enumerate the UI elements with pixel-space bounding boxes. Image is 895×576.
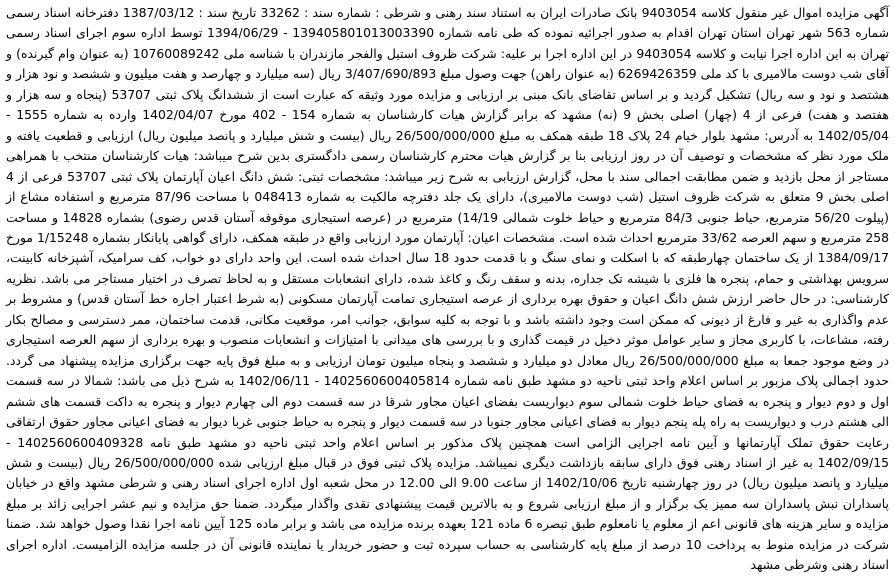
- auction-notice-text: آگهی مزایده اموال غیر منقول کلاسه 9403054 بانک صادرات ایران به استناد سند رهنی و شرطی : شماره سند : 33262 تاریخ سند : 1387/03/12 دفترخانه اسناد رسمی شماره 563 شهر تهران استان تهران اقدام به صدور اجرائیه نموده که طی نامه شماره 139405801013003390 - 1394/06/29 توسط اداره سوم اجرای اسناد رسمی تهران به این اداره اجرا نیابت و کلاسه 9403054 در این اداره اجرا بر علیه: شرکت ظروف استیل والفجر مازندران با شناسه ملی 10760089242 (به عنوان وام گیرنده) و آقای شب دوست مالامیری با کد ملی 6269426359 (به عنوان راهن) جهت وصول مبلغ 3/407/690/893 ریال (سه میلیارد و چهارصد و هفت میلیون و ششصد و نود هزار و هشتصد و نود و سه ریال) تشکیل گردید و بر اساس تقاضای بانک مبنی بر ارزیابی و مزایده مورد وثیقه که عبارت است از ششدانگ پلاک ثبتی 53707 (پنجاه و سه هزار و هفتصد و هفت) فرعی از 4 (چهار) اصلی بخش 9 (نه) مشهد که برابر گزارش هیات کارشناسان به شماره 154 - 402 مورخ 1402/04/07 وارده به شماره 1555 - 1402/05/04 به آدرس: مشهد بلوار خیام 24 پلاک 18 طبقه همکف به مبلغ 26/500/000/000 ریال (بیست و شش میلیارد و پانصد میلیون ریال) ارزیابی و قطعیت یافته و ملک مورد نظر که مشخصات و توصیف آن در روز ارزیابی بنا بر گزارش هیات محترم کارشناسان رسمی دادگستری بدین شرح میباشد: هیات کارشناسان منتخب با همراهی مستاجر از محل بازدید و ضمن مطابقت اجمالی سند با محل، گزارش ارزیابی به شرح زیر میباشد: مشخصات ثبتی: شش دانگ اعیان آپارتمان پلاک ثبتی 53707 فرعی از 4 اصلی بخش 9 متعلق به شرکت ظروف استیل (شب دوست مالامیری)، دارای یک جلد دفترچه مالکیت به شماره 048413 با مساحت 87/96 مترمربع و استفاده مشاع از (پیلوت 56/20 مترمربع، حیاط جنوبی 84/3 مترمربع و حیاط خلوت شمالی 14/19) مترمربع در (عرصه استیجاری موقوفه آستان قدس رضوی) بشماره 14828 و مساحت 258 مترمربع و سهم العرصه 33/62 مترمربع احداث شده است. مشخصات اعیان: آپارتمان مورد ارزیابی واقع در طبقه همکف، دارای گواهی پایانکار بشماره 1/15248 مورخ 1384/09/17 از یک ساختمان چهارطبقه که با اسکلت و نمای سنگ و با قدمت حدود 18 سال احداث شده است. این واحد دارای دو خواب، کف سرامیک، آشپزخانه کابینت، سرویس بهداشتی و حمام، پنجره ها فلزی با شیشه تک جداره، بدنه و سقف رنگ و کاغذ شده، دارای انشعابات مستقل و به لحاظ تصرف در اختیار مستاجر می باشد. نظریه کارشناسی: در حال حاضر ارزش شش دانگ اعیان و حقوق بهره برداری از عرصه استیجاری تمامت آپارتمان مسکونی (به شرط اعتبار اجاره خط آستان قدس) و مشروط بر عدم واگذاری به غیر و فارغ از دیونی که ممکن است وجود داشته باشد و با توجه به کلیه سوابق، جوانب امر، موقعیت مکانی، قدمت ساختمان، ممر دسترسی و مصالح بکار رفته، مشاعات، با کاربری مجاز و سایر عوامل موثر دخیل در قیمت گذاری و با بررسی های میدانی با امتیازات و انشعابات منصوب و بهره برداری از سهم العرصه استیجاری در وضع موجود جمعا به مبلغ 26/500/000/000 ریال معادل دو میلیارد و ششصد و پنجاه میلیون تومان ارزیابی و به مبلغ فوق پایه جهت برگزاری مزایده پیشنهاد می گردد. حدود اجمالی پلاک مزبور بر اساس اعلام واحد ثبتی ناحیه دو مشهد طبق نامه شماره 1402560600405814 - 1402/06/11 به شرح ذیل می باشد: شمالا در سه قسمت اول و دوم دیوار و پنجره به فضای حیاط خلوت شمالی سوم دیواریست بفضای اعیان مجاور شرقا در سه قسمت دوم الی چهارم دیوار و پنجره به داکت قسمت های ششم الی هشتم درب و دیواریست به راه پله پنجم دیوار به فضای اعیانی مجاور جنوبا در سه قسمت دیوار و پنجره به حیاط جنوبی غربا دیوار به فضای اعیانی مجاور حقوق ارتفاقی رعایت حقوق تملک آپارتمانها و آیین نامه اجرایی الزامی است همچنین پلاک مذکور بر اساس اعلام واحد ثبتی ناحیه دو مشهد طبق نامه 1402560600409328 - 1402/09/15 به غیر از اسناد رهنی فوق دارای سابقه بازداشت دیگری نمیباشد. مزایده پلاک ثبتی فوق در قبال مبلغ ارزیابی شده 26/500/000/000 ریال (بیست و شش میلیارد و پانصد میلیون ریال) در روز چهارشنبه تاریخ 1402/10/06 از ساعت 9.00 الی 12.00 در محل شعبه اول اداره اجرای اسناد رهنی و شرطی مشهد واقع در خیابان پاسداران نبش پاسداران سه ممیز یک برگزار و از مبلغ ارزیابی شروع و به بالاترین قیمت پیشنهادی نقدی واگذار میگردد. ضمنا حق مزایده و نیم عشر اجرایی زائد بر مبلغ مزایده و سایر هزینه های قانونی اعم از معلوم یا نامعلوم طبق تبصره 6 ماده 121 بعهده برنده مزایده می باشد و برابر ماده 125 آیین نامه اجرا نقدا وصول خواهد شد. ضمنا شرکت در مزایده منوط به پرداخت 10 درصد از مبلغ پایه کارشناسی به حساب سپرده ثبت و حضور خریدار یا نماینده قانونی آن در جلسه مزایده الزامیست. اداره اجرای اسناد رهنی وشرطی مشهد: [6, 5, 890, 573]
